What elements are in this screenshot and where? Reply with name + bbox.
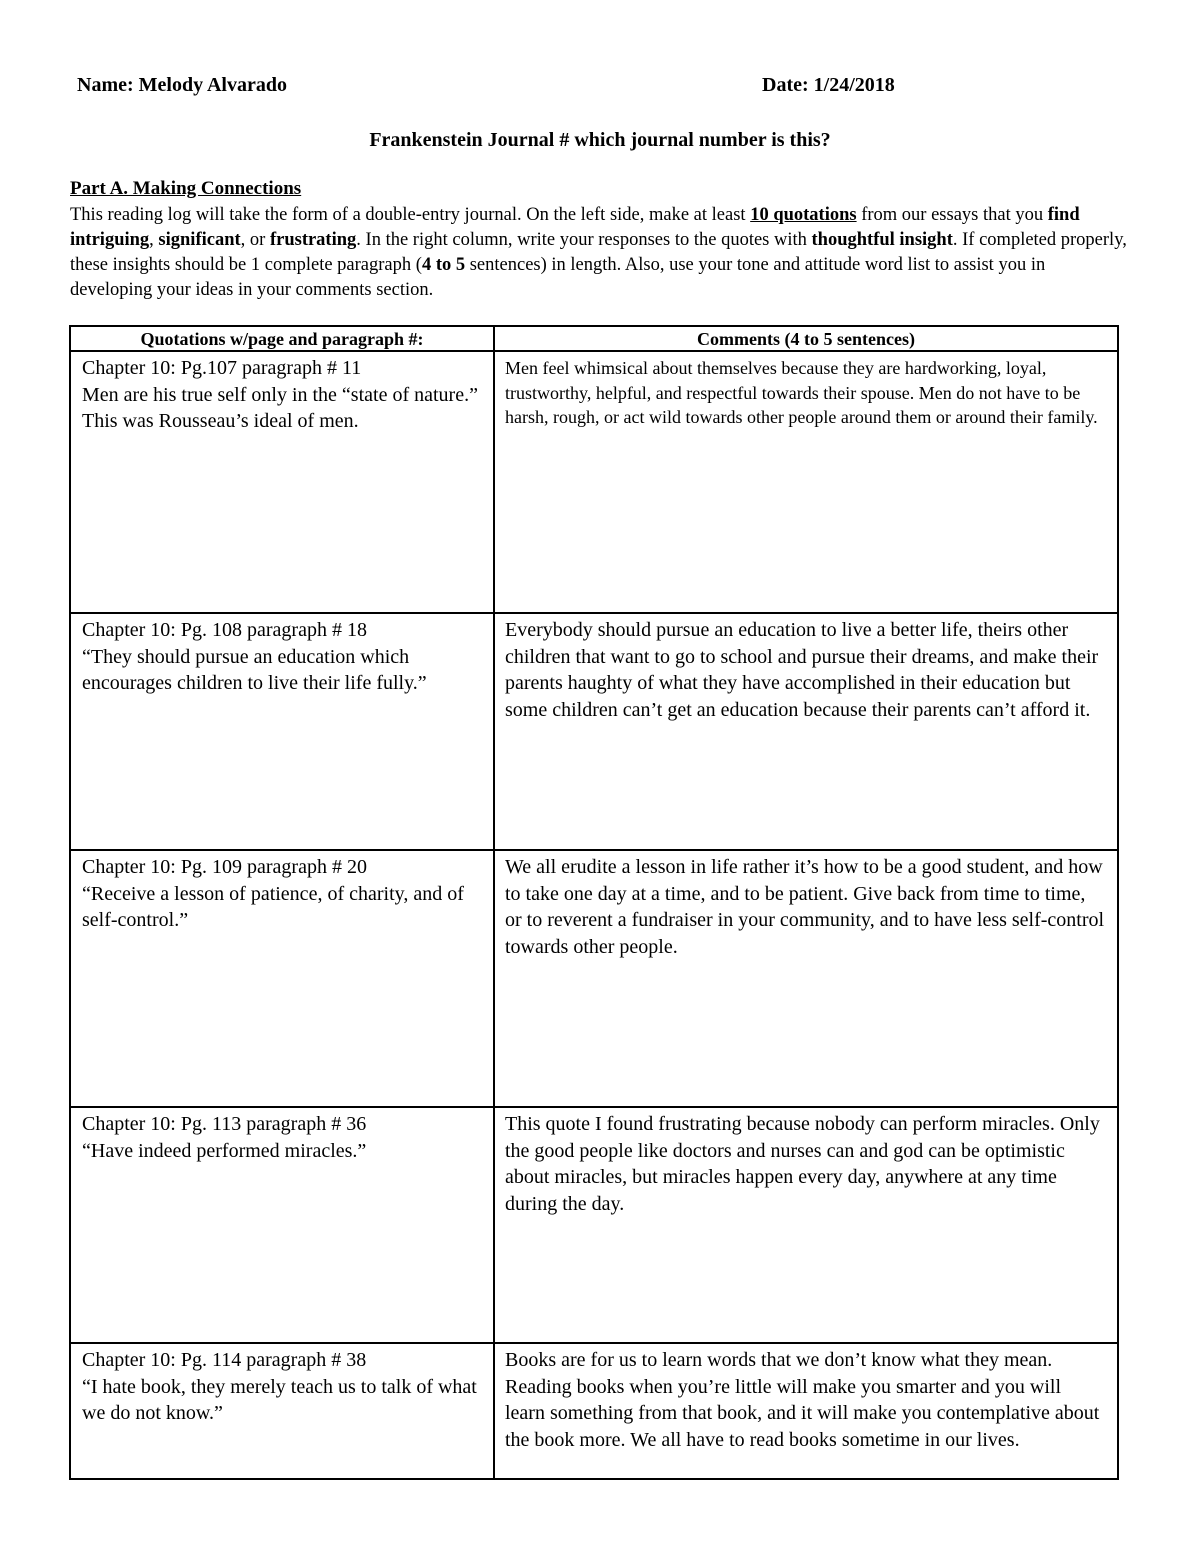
quotation-cell [70, 351, 494, 613]
comment-cell: We all erudite a lesson in life rather it’s how to be a good student, and how to take one day at a time, and to be patient. Give back from time to time, or to reverent a fundraiser in your community, and to have less self-control towards other people. [494, 850, 1118, 1107]
part-a-heading: Part A. Making Connections [70, 178, 302, 199]
page-title: Frankenstein Journal # which journal number is this? [369, 129, 831, 151]
instructions-emphasis: 4 to 5 [421, 255, 466, 275]
comments-column-header: Comments (4 to 5 sentences) [494, 326, 1118, 351]
quotation-cell [70, 1343, 494, 1479]
instructions-text: . If completed properly, these insights should be 1 complete paragraph ( [70, 230, 1127, 275]
instructions-paragraph [70, 203, 1130, 303]
instructions-emphasis: 10 quotations [750, 205, 857, 225]
table-header-row [70, 326, 1118, 351]
journal-date: Date: 1/24/2018 [762, 74, 895, 96]
instructions-text: . In the right column, write your responses to the quotes with [356, 230, 812, 250]
quotation-text: “I hate book, they merely teach us to talk of what we do not know.” [82, 1375, 477, 1424]
quotation-citation: Chapter 10: Pg. 113 paragraph # 36 [82, 1113, 367, 1135]
comment-cell: Men feel whimsical about themselves because they are hardworking, loyal, trustworthy, helpful, and respectful towards their spouse. Men do not have to be harsh, rough, or act wild towards other people around them or around their family. [494, 351, 1118, 613]
quotation-citation: Chapter 10: Pg. 108 paragraph # 18 [82, 619, 367, 641]
instructions-emphasis: find intriguing [70, 205, 1080, 250]
quotation-text: Men are his true self only in the “state of nature.” This was Rousseau’s ideal of men. [82, 383, 478, 432]
quotation-text: “They should pursue an education which encourages children to live their life fully.” [82, 645, 427, 694]
instructions-text: This reading log will take the form of a double-entry journal. On the left side, make at least [70, 205, 751, 225]
instructions-text: , [149, 230, 159, 250]
quotation-citation: Chapter 10: Pg. 109 paragraph # 20 [82, 856, 367, 878]
student-name: Name: Melody Alvarado [77, 74, 287, 96]
instructions-text: sentences) in length. Also, use your tone and attitude word list to assist you in developing your ideas in your comments section. [70, 255, 1046, 300]
table-row [70, 1343, 1118, 1479]
journal-table [69, 325, 1119, 1480]
table-row [70, 850, 1118, 1107]
quotation-citation: Chapter 10: Pg. 114 paragraph # 38 [82, 1349, 367, 1371]
quotations-column-header: Quotations w/page and paragraph #: [70, 326, 494, 351]
table-row [70, 613, 1118, 850]
quotation-text: “Receive a lesson of patience, of charity, and of self-control.” [82, 882, 464, 931]
instructions-emphasis: frustrating [269, 230, 357, 250]
comment-cell: Everybody should pursue an education to live a better life, theirs other children that want to go to school and pursue their dreams, and make their parents haughty of what they have accomplished in their education but some children can’t get an education because their parents can’t afford it. [494, 613, 1118, 850]
comment-cell: Books are for us to learn words that we don’t know what they mean. Reading books when you’re little will make you smarter and you will learn something from that book, and it will make you contemplative about the book more. We all have to read books sometime in our lives. [494, 1343, 1118, 1479]
quotation-cell [70, 1107, 494, 1343]
quotation-citation: Chapter 10: Pg.107 paragraph # 11 [82, 357, 362, 379]
instructions-text: from our essays that you [856, 205, 1048, 225]
instructions-emphasis: significant [158, 230, 241, 250]
instructions-text: , or [240, 230, 270, 250]
quotation-cell [70, 850, 494, 1107]
table-row [70, 351, 1118, 613]
table-row [70, 1107, 1118, 1343]
instructions-emphasis: thoughtful insight [811, 230, 953, 250]
quotation-text: “Have indeed performed miracles.” [82, 1139, 367, 1162]
comment-cell: This quote I found frustrating because nobody can perform miracles. Only the good people like doctors and nurses can and god can be optimistic about miracles, but miracles happen every day, anywhere at any time during the day. [494, 1107, 1118, 1343]
quotation-cell [70, 613, 494, 850]
